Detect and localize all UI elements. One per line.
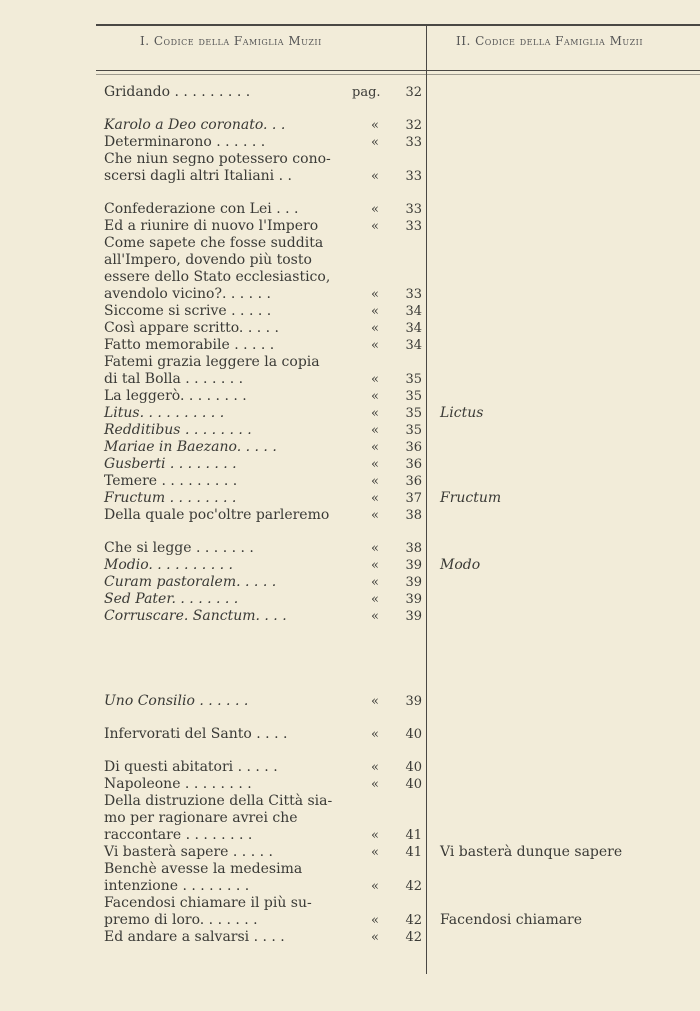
page-number: 42 — [405, 930, 422, 945]
column-1-entries — [104, 84, 422, 946]
page-number: 39 — [405, 575, 422, 590]
index-entry — [104, 878, 422, 895]
ditto-mark: « — [371, 694, 379, 709]
entry-text: Che niun segno potessero cono- — [104, 151, 331, 167]
ditto-mark: « — [371, 338, 379, 353]
page-number: 39 — [405, 558, 422, 573]
page-number: 32 — [405, 85, 422, 100]
entry-text: Gusberti . . . . . . . . — [104, 456, 237, 472]
page-number: 40 — [405, 760, 422, 775]
index-entry — [104, 303, 422, 320]
entry-text: scersi dagli altri Italiani . . — [104, 168, 292, 184]
page-number: 41 — [405, 845, 422, 860]
page-number: 38 — [405, 541, 422, 556]
entry-text: Temere . . . . . . . . . — [104, 473, 238, 489]
ditto-mark: « — [371, 474, 379, 489]
ditto-mark: « — [371, 423, 379, 438]
entry-text: mo per ragionare avrei che — [104, 810, 298, 826]
index-entry — [104, 405, 422, 422]
index-entry — [104, 337, 422, 354]
entry-text: Vi basterà sapere . . . . . — [104, 844, 273, 860]
index-entry — [104, 810, 422, 827]
index-entry — [104, 759, 422, 776]
ditto-mark: « — [371, 777, 379, 792]
index-entry — [104, 235, 422, 252]
entry-text: Uno Consilio . . . . . . — [104, 693, 249, 709]
column-1-title: I. Codice della Famiglia Muzii — [140, 34, 322, 48]
index-entry — [104, 269, 422, 286]
index-entry — [104, 422, 422, 439]
index-entry — [104, 490, 422, 507]
index-entry — [104, 117, 422, 134]
index-entry — [104, 726, 422, 743]
page-number: 39 — [405, 592, 422, 607]
entry-text: Redditibus . . . . . . . . — [104, 422, 252, 438]
page-number: 41 — [405, 828, 422, 843]
ditto-mark: « — [371, 406, 379, 421]
entry-text: avendolo vicino?. . . . . . — [104, 286, 271, 302]
ditto-mark: « — [371, 287, 379, 302]
index-entry — [104, 252, 422, 269]
page-number: 33 — [405, 202, 422, 217]
page-number: 35 — [405, 389, 422, 404]
entry-text: Litus. . . . . . . . . . — [104, 405, 225, 421]
index-entry — [104, 134, 422, 151]
ditto-mark: « — [371, 491, 379, 506]
page-number: 42 — [405, 913, 422, 928]
page-number: 34 — [405, 338, 422, 353]
ditto-mark: « — [371, 930, 379, 945]
index-entry — [104, 354, 422, 371]
page-number: 36 — [405, 457, 422, 472]
page-number: 36 — [405, 440, 422, 455]
column-divider — [426, 26, 427, 974]
ditto-mark: « — [371, 541, 379, 556]
ditto-mark: « — [371, 321, 379, 336]
page-number: 33 — [405, 287, 422, 302]
entry-text: all'Impero, dovendo più tosto — [104, 252, 312, 268]
entry-text: Così appare scritto. . . . . — [104, 320, 279, 336]
page-number: 36 — [405, 474, 422, 489]
entry-text: Corruscare. Sanctum. . . . — [104, 608, 287, 624]
entry-text: La leggerò. . . . . . . . — [104, 388, 247, 404]
page-number: 40 — [405, 777, 422, 792]
entry-text: Come sapete che fosse suddita — [104, 235, 324, 251]
index-entry — [104, 388, 422, 405]
ditto-mark: « — [371, 828, 379, 843]
ditto-mark: « — [371, 457, 379, 472]
ditto-mark: « — [371, 440, 379, 455]
index-entry — [104, 286, 422, 303]
page-number: 33 — [405, 135, 422, 150]
index-entry — [104, 456, 422, 473]
ditto-mark: « — [371, 592, 379, 607]
entry-text: Facendosi chiamare il più su- — [104, 895, 312, 911]
variant-entry: Modo — [440, 557, 481, 573]
index-entry — [104, 371, 422, 388]
index-entry — [104, 827, 422, 844]
top-rule — [96, 24, 700, 26]
entry-text: Gridando . . . . . . . . . — [104, 84, 251, 100]
page-number: 35 — [405, 423, 422, 438]
page-number: 40 — [405, 727, 422, 742]
column-2-header — [456, 34, 643, 48]
variant-entry: Facendosi chiamare — [440, 912, 583, 928]
entry-text: di tal Bolla . . . . . . . — [104, 371, 244, 387]
entry-text: Determinarono . . . . . . — [104, 134, 266, 150]
page-number: 33 — [405, 169, 422, 184]
ditto-mark: « — [371, 304, 379, 319]
ditto-mark: « — [371, 727, 379, 742]
entry-text: Ed a riunire di nuovo l'Impero — [104, 218, 319, 234]
entry-text: Fatemi grazia leggere la copia — [104, 354, 320, 370]
index-entry — [104, 151, 422, 168]
ditto-mark: « — [371, 389, 379, 404]
page-number: 34 — [405, 321, 422, 336]
index-entry — [104, 439, 422, 456]
ditto-mark: « — [371, 913, 379, 928]
page-number: 37 — [405, 491, 422, 506]
ditto-mark: « — [371, 219, 379, 234]
entry-text: Sed Pater. . . . . . . . — [104, 591, 239, 607]
entry-text: raccontare . . . . . . . . — [104, 827, 253, 843]
entry-text: Siccome si scrive . . . . . — [104, 303, 272, 319]
entry-text: Fatto memorabile . . . . . — [104, 337, 275, 353]
ditto-mark: « — [371, 558, 379, 573]
entry-text: Benchè avesse la medesima — [104, 861, 303, 877]
entry-text: Modio. . . . . . . . . . — [104, 557, 233, 573]
index-entry — [104, 844, 422, 861]
index-entry — [104, 861, 422, 878]
page-number: 34 — [405, 304, 422, 319]
entry-text: Della quale poc'oltre parleremo — [104, 507, 330, 523]
page-number: 42 — [405, 879, 422, 894]
page-number: 33 — [405, 219, 422, 234]
column-2-title: II. Codice della Famiglia Muzii — [456, 34, 643, 48]
entry-text: Di questi abitatori . . . . . — [104, 759, 278, 775]
page-number: 35 — [405, 406, 422, 421]
ditto-mark: « — [371, 575, 379, 590]
ditto-mark: « — [371, 372, 379, 387]
page-number: 39 — [405, 694, 422, 709]
index-entry — [104, 912, 422, 929]
header-bottom-rule — [96, 70, 700, 71]
column-1-header — [140, 34, 322, 48]
ditto-mark: « — [371, 202, 379, 217]
index-entry — [104, 693, 422, 710]
ditto-mark: « — [371, 135, 379, 150]
index-entry — [104, 201, 422, 218]
index-entry — [104, 84, 422, 101]
ditto-mark: « — [371, 845, 379, 860]
page-number: 32 — [405, 118, 422, 133]
entry-text: Mariae in Baezano. . . . . — [104, 439, 277, 455]
entry-text: Karolo a Deo coronato. . . — [104, 117, 286, 133]
entry-text: Fructum . . . . . . . . — [104, 490, 237, 506]
page-number: 38 — [405, 508, 422, 523]
variant-entry: Fructum — [440, 490, 502, 506]
ditto-mark: « — [371, 609, 379, 624]
index-entry — [104, 793, 422, 810]
entry-text: Ed andare a salvarsi . . . . — [104, 929, 285, 945]
entry-text: Infervorati del Santo . . . . — [104, 726, 288, 742]
variant-entry: Vi basterà dunque sapere — [440, 844, 623, 860]
entry-text: Curam pastoralem. . . . . — [104, 574, 277, 590]
entry-text: Confederazione con Lei . . . — [104, 201, 299, 217]
ditto-mark: « — [371, 879, 379, 894]
entry-text: essere dello Stato ecclesiastico, — [104, 269, 331, 285]
entry-text: Della distruzione della Città sia- — [104, 793, 333, 809]
page-number: 39 — [405, 609, 422, 624]
ditto-mark: « — [371, 169, 379, 184]
index-entry — [104, 591, 422, 608]
ditto-mark: « — [371, 508, 379, 523]
header-bottom-rule-2 — [96, 74, 700, 75]
index-entry — [104, 168, 422, 185]
index-entry — [104, 608, 422, 625]
ditto-mark: « — [371, 118, 379, 133]
index-entry — [104, 218, 422, 235]
index-entry — [104, 320, 422, 337]
entry-text: premo di loro. . . . . . . — [104, 912, 258, 928]
index-entry — [104, 507, 422, 524]
index-entry — [104, 895, 422, 912]
index-entry — [104, 557, 422, 574]
page-abbrev: pag. — [352, 85, 381, 100]
ditto-mark: « — [371, 760, 379, 775]
index-entry — [104, 540, 422, 557]
index-entry — [104, 473, 422, 490]
index-entry — [104, 776, 422, 793]
entry-text: intenzione . . . . . . . . — [104, 878, 250, 894]
index-entry — [104, 929, 422, 946]
entry-text: Napoleone . . . . . . . . — [104, 776, 252, 792]
page-number: 35 — [405, 372, 422, 387]
variant-entry: Lictus — [440, 405, 484, 421]
index-entry — [104, 574, 422, 591]
entry-text: Che si legge . . . . . . . — [104, 540, 254, 556]
